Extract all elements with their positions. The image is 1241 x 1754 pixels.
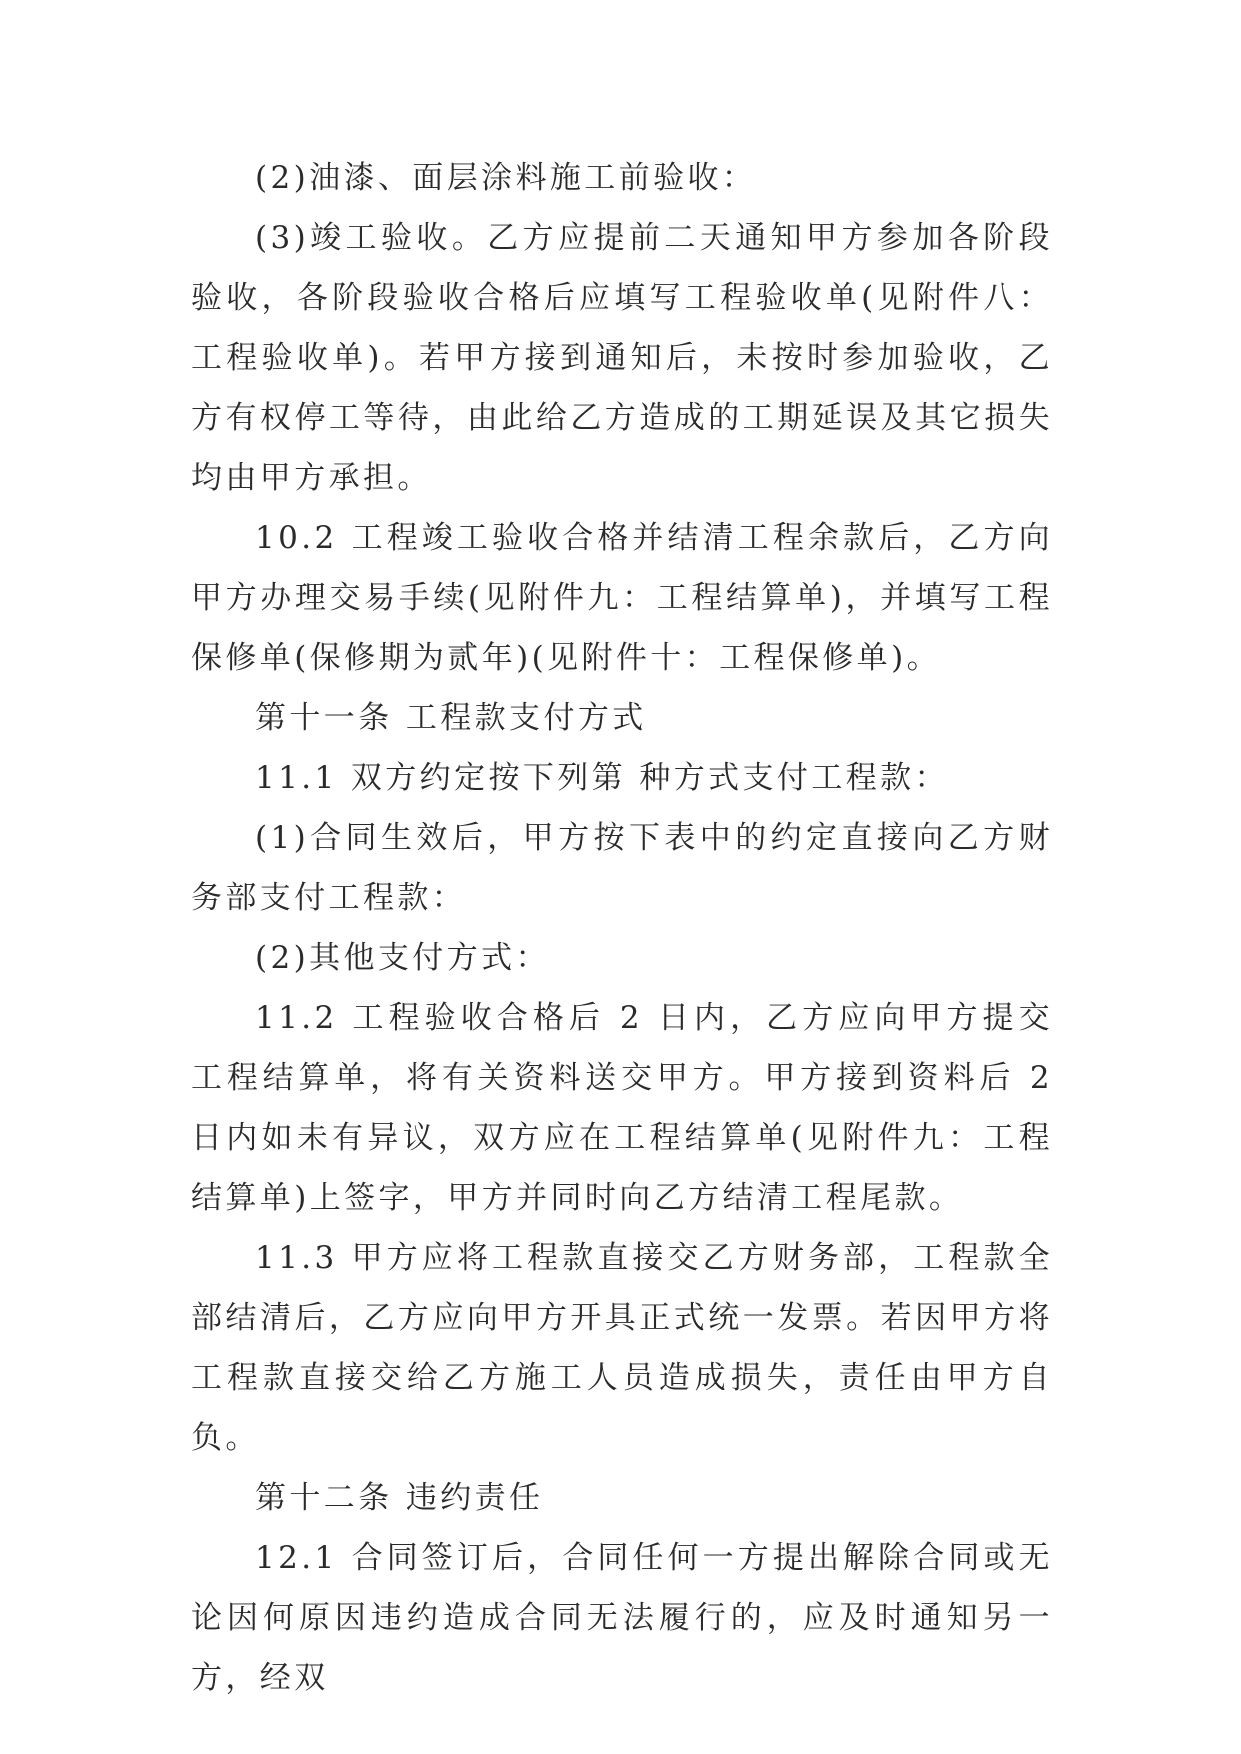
paragraph-12-1: 12.1 合同签订后，合同任何一方提出解除合同或无论因何原因违约造成合同无法履行的，应及时通知另一方，经双 (191, 1540, 1053, 1696)
paragraph-11-3: 11.3 甲方应将工程款直接交乙方财务部，工程款全部结清后，乙方应向甲方开具正式统一发票。若因甲方将工程款直接交给乙方施工人员造成损失，责任由甲方自负。 (191, 1240, 1053, 1456)
paragraph-11-2: 11.2 工程验收合格后 2 日内，乙方应向甲方提交工程结算单，将有关资料送交甲方。甲方接到资料后 2 日内如未有异议，双方应在工程结算单(见附件九：工程结算单)上签字，甲方并同时向乙方结清工程尾款。 (191, 1000, 1053, 1216)
paragraph-acceptance-paint: (2)油漆、面层涂料施工前验收： (255, 160, 757, 196)
article-12-heading: 第十二条 违约责任 (255, 1480, 544, 1516)
paragraph-final-acceptance: (3)竣工验收。乙方应提前二天通知甲方参加各阶段验收，各阶段验收合格后应填写工程验收单(见附件八：工程验收单)。若甲方接到通知后，未按时参加验收，乙方有权停工等待，由此给乙方造成的工期延误及其它损失均由甲方承担。 (191, 220, 1053, 496)
paragraph-11-1-option-1: (1)合同生效后，甲方按下表中的约定直接向乙方财务部支付工程款： (191, 820, 1053, 916)
paragraph-11-1-option-2: (2)其他支付方式： (255, 940, 550, 976)
paragraph-10-2: 10.2 工程竣工验收合格并结清工程余款后，乙方向甲方办理交易手续(见附件九：工程结算单)，并填写工程保修单(保修期为贰年)(见附件十：工程保修单)。 (191, 520, 1053, 676)
article-11-heading: 第十一条 工程款支付方式 (255, 700, 647, 736)
paragraph-11-1: 11.1 双方约定按下列第 种方式支付工程款： (255, 760, 949, 796)
document-page (191, 148, 1053, 1708)
